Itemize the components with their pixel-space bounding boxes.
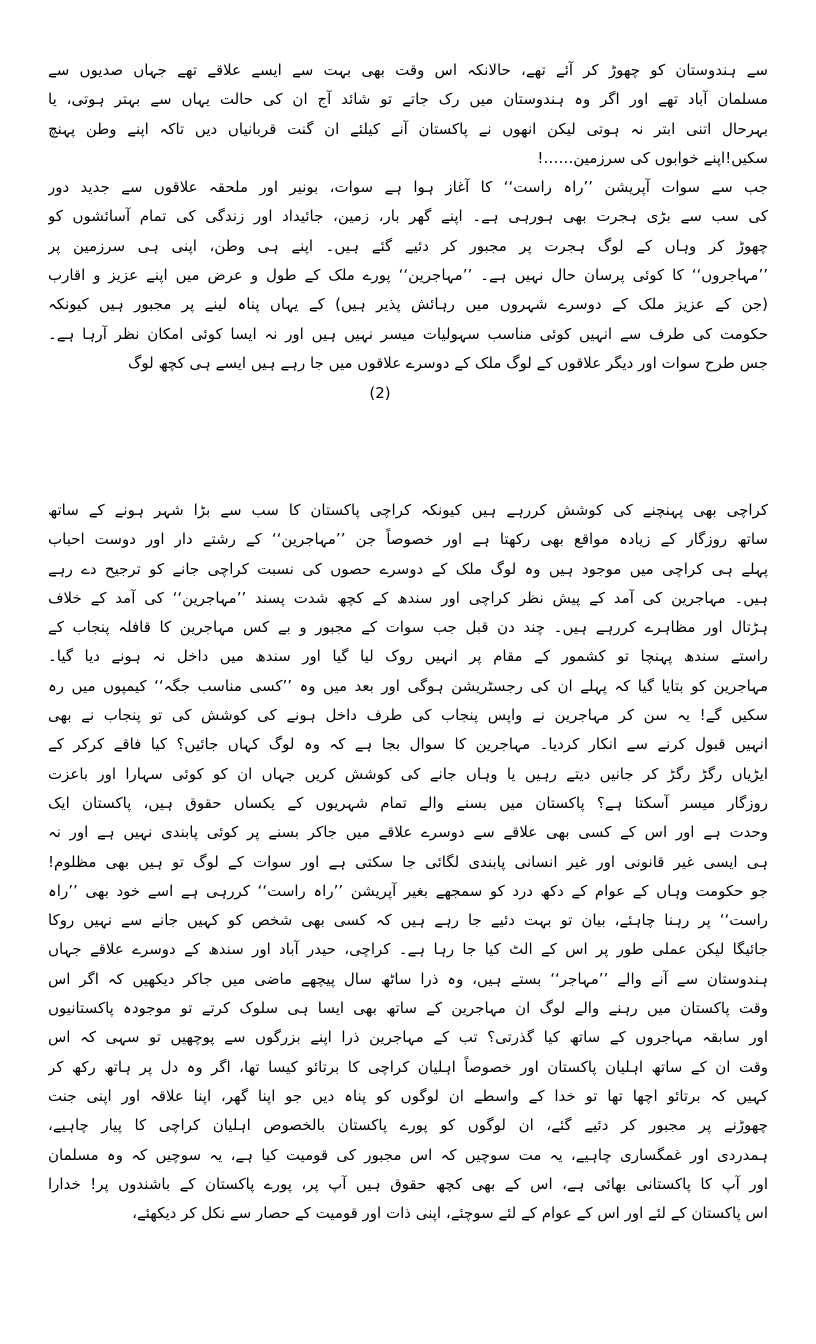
text-line: ساتھ روزگار کے زیادہ مواقع بھی رکھتا ہے اور خصوصاً جن ’’مہاجرین‘‘ کے رشتے دار اور دوست احباب [48,530,768,549]
page-number: (2) [369,384,391,402]
text-line: وحدت ہے اور اس کے کسی بھی علاقے سے دوسرے علاقے میں جاکر بسنے پر کوئی پابندی نہیں ہے اور نہ [48,823,768,842]
text-line: اور آپ کا پاکستانی بھائی ہے، اس کے بھی کچھ حقوق ہیں آپ پر، پورے پاکستان کے باشندوں پر! خدارا [48,1174,768,1193]
text-line: سکیں!اپنے خوابوں کی سرزمین……! [537,148,768,167]
text-line: ہیں۔ مہاجرین کی آمد کے پیش نظر کراچی اور سندھ کے کچھ شدت پسند ’’مہاجرین‘‘ کی آمد کے خلاف [48,588,768,607]
text-line: جب سے سوات آپریشن ’’راہ راست‘‘ کا آغاز ہوا ہے سوات، بونیر اور ملحقہ علاقوں سے جدید دور [48,178,768,197]
text-line: کی سب سے بڑی ہجرت بھی ہورہی ہے۔ اپنے گھر بار، زمین، جائیداد اور زندگی کی تمام آسائشوں کو [48,207,768,226]
text-line: جائیگا لیکن عملی طور پر اس کے الٹ کیا جا رہا ہے۔ کراچی، حیدر آباد اور سندھ کے دوسرے علاقے جہاں [48,940,768,959]
text-line: بہرحال اتنی ابتر نہ ہوتی لیکن انھوں نے پاکستان آنے کیلئے ان گنت قربانیاں دیں تاکہ اپنے وطن پہنچ [48,119,768,138]
text-line: ہمدردی اور غمگساری چاہیے، یہ مت سوچیں کہ اس مجبور کی قومیت کیا ہے، یہ سوچیں کہ وہ مسلمان [48,1145,768,1164]
text-line: وقت پاکستان میں رہنے والے لوگ ان مہاجرین کے ساتھ بھی ایسا ہی سلوک کرتے تو موجودہ پاکستانیوں [48,999,768,1018]
text-line: ہی ایسی غیر قانونی اور غیر انسانی پابندی لگائی جا سکتی ہے اور سوات کے لوگ تو ہیں بھی مظلوم! [48,852,768,871]
text-line: ہندوستان سے آنے والے ’’مہاجر‘‘ بستے ہیں، وہ ذرا ساٹھ سال پیچھے ماضی میں جاکر دیکھیں کہ اگر اس [48,969,768,988]
text-line: سے ہندوستان کو چھوڑ کر آئے تھے، حالانکہ اس وقت بھی بہت سے ایسے علاقے تھے جہاں صدیوں سے [48,61,768,79]
text-line: سکیں گے! یہ سن کر مہاجرین نے واپس پنجاب کی طرف داخل ہونے کی کوشش کی تو پنجاب نے بھی [48,706,768,725]
text-line: اور سابقہ مہاجروں کے ساتھ کیا گذرتی؟ تب کے مہاجرین ذرا اپنے بزرگوں سے پوچھیں تو سہی کہ اس [48,1028,768,1047]
text-line: چھوڑ کر وہاں کے لوگ ہجرت پر مجبور کر دئیے گئے ہیں۔ اپنے ہی وطن، اپنی ہی سرزمین پر [48,236,768,255]
text-line: جو حکومت وہاں کے عوام کے دکھ درد کو سمجھے بغیر آپریشن ’’راہ راست‘‘ کررہی ہے اسے خود بھی ’’راہ [48,881,768,900]
text-line: چھوڑنے پر مجبور کر دئیے گئے، ان لوگوں کو پورے پاکستان بالخصوص اہلیان کراچی کا پیار چاہیے، [48,1116,768,1135]
text-line: اس پاکستان کے لئے اور اس کے عوام کے لئے سوچئے، اپنی ذات اور قومیت کے حصار سے نکل کر دیکھئے، [132,1204,768,1223]
text-line: ایڑیاں رگڑ رگڑ کر جانیں دیتے رہیں یا وہاں جانے کی کوشش کریں جہاں ان کو کوئی سہارا اور باعزت [48,764,768,783]
text-line: ’’مہاجروں‘‘ کا کوئی پرسان حال نہیں ہے۔ ’’مہاجرین‘‘ پورے ملک کے طول و عرض میں اپنے عزیز و اقارب [48,266,768,285]
text-line: راست‘‘ پر رہنا چاہئے، بیان تو بہت دئیے جا رہے ہیں کہ کسی بھی شخص کو کہیں جانے سے نہیں روکا [48,911,768,930]
text-line: راستے سندھ پہنچا تو کشمور کے مقام پر انہیں روک لیا گیا اور سندھ میں داخل نہ ہونے دیا گیا۔ [48,647,768,666]
text-line: انہیں قبول کرنے سے انکار کردیا۔ مہاجرین کا سوال بجا ہے کہ وہ لوگ کہاں جائیں؟ کیا فاقے کرکر کے [48,735,768,754]
text-line: مسلمان آباد تھے اور اگر وہ ہندوستان میں رک جاتے تو شائد آج ان کی حالت یہاں سے بہتر ہوتی، یا [48,90,768,109]
text-line: حکومت کی طرف سے انہیں کوئی مناسب سہولیات میسر نہیں ہیں اور نہ ایسا کوئی امکان نظر آرہا ہے۔ [48,324,768,343]
page-1-text-block [48,56,768,378]
text-line: روزگار میسر آسکتا ہے؟ پاکستان میں بسنے والے تمام شہریوں کے یکساں حقوق ہیں، پاکستان ایک [48,793,768,812]
text-line: ہڑتال اور مظاہرے کررہے ہیں۔ چند دن قبل جب سوات کے مجبور و بے کس مہاجرین کا قافلہ پنجاب کے [48,618,768,637]
text-line: جس طرح سوات اور دیگر علاقوں کے لوگ ملک کے دوسرے علاقوں میں جا رہے ہیں ایسے ہی کچھ لوگ [127,353,768,372]
text-line: (جن کے عزیز ملک کے دوسرے شہروں میں رہائش پذیر ہیں) کے یہاں پناہ لینے پر مجبور ہیں کیونکہ [48,295,768,314]
text-line: کہیں کہ برتائو اچھا تھا تو خدا کے واسطے ان لوگوں کو پناہ دیں جو اپنا گھر، اپنا علاقہ اور اپنی جنت [48,1086,768,1105]
page-2-text-block [48,496,768,1228]
text-line: پہلے ہی کراچی میں موجود ہیں وہ لوگ ملک کے دوسرے حصوں کی نسبت کراچی جانے کو ترجیح دے رہے [48,559,768,578]
text-line: مہاجرین کو بتایا گیا کہ پہلے ان کی رجسٹریشن ہوگی اور بعد میں وہ ’’کسی مناسب جگہ‘‘ کیمپوں میں رہ [48,676,768,695]
text-line: وقت ان کے ساتھ اہلیان پاکستان اور خصوصاً اہلیان کراچی کا برتائو کیسا تھا، اگر وہ دل پر ہاتھ رکھ کر [48,1057,768,1076]
text-line: کراچی بھی پہنچنے کی کوشش کررہے ہیں کیونکہ کراچی پاکستان کا سب سے بڑا شہر ہونے کے ساتھ [48,501,768,519]
